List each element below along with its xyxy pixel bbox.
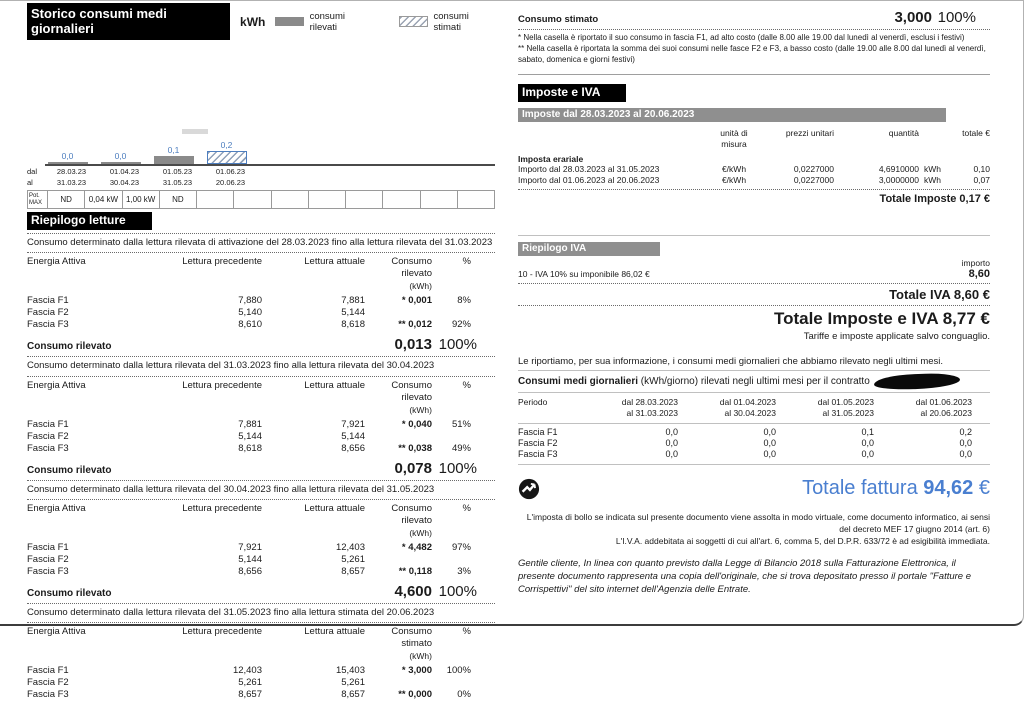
totale-iva: Totale IVA 8,60 € <box>889 287 990 303</box>
divider <box>518 464 990 465</box>
iva-esigibilita-note: L'I.V.A. addebitata ai soggetti di cui all'art. 6, comma 5, del D.P.R. 633/72 è ad esigibilità immediata. <box>615 535 990 546</box>
consumi-title-rest: (kWh/giorno) rilevati negli ultimi mesi per il contratto <box>638 376 870 388</box>
col-cons-label: Consumo rilevato <box>391 256 432 280</box>
totale: 0,07 <box>973 175 990 186</box>
gentile-cliente-note: Gentile cliente, In linea con quanto previsto dalla Legge di Bilancio 2018 sulla Fatturazione Elettronica, il presente documento rappresenta una copia dell'originale, che si trova depositato presso il portale "Fatture e Corrispettivi" del sito internet dell'Agenzia delle Entrate. <box>518 557 972 596</box>
consumo-stimato-row <box>518 9 990 26</box>
divider <box>518 423 990 424</box>
col-curr: Lettura attuale <box>304 379 365 391</box>
lettura-att: 8,656 <box>341 442 365 454</box>
col-prezzi: prezzi unitari <box>785 128 834 139</box>
total-value: 4,600 <box>394 583 432 601</box>
total-pct: 100% <box>438 459 477 477</box>
lettura-att: 8,657 <box>341 689 365 701</box>
col-cons-label: Consumo rilevato <box>391 503 432 527</box>
table-total-row <box>27 460 477 477</box>
col-prev: Lettura precedente <box>182 503 262 515</box>
quantita: 4,6910000 <box>878 164 919 175</box>
totale-fattura-label: Totale fattura <box>802 477 924 500</box>
fascia-label: Fascia F3 <box>27 442 69 454</box>
table-row <box>27 665 477 677</box>
periodo-dal: dal 01.05.2023 <box>817 397 874 408</box>
fascia-label: Fascia F2 <box>27 677 69 689</box>
col-cons <box>365 256 432 292</box>
period-dal: 01.05.23 <box>162 167 193 176</box>
potmax-cell: 0,04 kW <box>84 191 121 208</box>
unita: €/kWh <box>721 175 747 186</box>
legend-stimati <box>399 11 495 33</box>
col-kwh-sub: (kWh) <box>409 404 432 415</box>
table-caption: Consumo determinato dalla lettura rilevata di attivazione del 28.03.2023 fino alla lettura rilevata del 31.03.2023 <box>27 237 493 248</box>
riepilogo-iva-bar: Riepilogo IVA <box>518 242 660 256</box>
pct: 8% <box>457 295 471 307</box>
col-pct: % <box>462 379 471 391</box>
divider <box>27 376 495 377</box>
bar-value: 0,2 <box>220 140 233 150</box>
divider <box>518 283 990 284</box>
spacer <box>518 128 708 150</box>
bar-chart <box>27 40 495 166</box>
col-curr: Lettura attuale <box>304 256 365 268</box>
section-title-storico: Storico consumi medi giornalieri <box>27 3 230 40</box>
periodo-label: Periodo <box>518 397 548 408</box>
consumo <box>365 554 432 566</box>
potmax-cell: 1,00 kW <box>122 191 159 208</box>
periodo-al: al 20.06.2023 <box>920 408 972 419</box>
potmax-label-line2: MAX <box>29 199 43 206</box>
consumo <box>365 431 432 443</box>
fascia-label: Fascia F1 <box>27 542 69 554</box>
fascia-label: Fascia F1 <box>27 295 69 307</box>
divider <box>27 603 495 604</box>
imposta-erariale-label: Imposta erariale <box>518 154 584 165</box>
lettura-att: 5,144 <box>341 430 365 442</box>
fascia-label: Fascia F2 <box>27 307 69 319</box>
potmax-cell <box>196 191 233 208</box>
lettura-prec: 5,261 <box>238 677 262 689</box>
totale-fattura-currency: € <box>973 477 990 500</box>
hatched-swatch-icon <box>399 16 427 27</box>
periodo-col <box>678 397 776 419</box>
totale-imposte: Totale Imposte 0,17 € <box>879 193 990 206</box>
col-prev: Lettura precedente <box>182 626 262 638</box>
fascia-label: Fascia F2 <box>518 438 558 449</box>
divider <box>518 74 990 75</box>
dal-label: dal <box>27 167 38 176</box>
periodo-dal: dal 01.04.2023 <box>719 397 776 408</box>
lettura-att: 7,881 <box>341 295 365 307</box>
col-kwh-sub: (kWh) <box>409 651 432 662</box>
consumi-row <box>518 438 990 449</box>
table-caption: Consumo determinato dalla lettura rilevata del 30.04.2023 fino alla lettura rilevata del 31.05.2023 <box>27 483 435 495</box>
col-energia: Energia Attiva <box>27 379 86 391</box>
prezzo: 0,0227000 <box>793 175 834 186</box>
table-header <box>27 626 477 662</box>
right-column <box>518 9 990 597</box>
pct <box>432 677 477 689</box>
period-al: 20.06.23 <box>215 178 246 187</box>
col-totale: totale € <box>962 128 990 139</box>
importo-label: Importo dal 28.03.2023 al 31.05.2023 <box>518 164 660 175</box>
potmax-cell: ND <box>47 191 84 208</box>
col-unita: unità di misura <box>720 128 748 150</box>
col-prev: Lettura precedente <box>182 256 262 268</box>
potmax-cell <box>420 191 457 208</box>
fascia-label: Fascia F2 <box>27 430 69 442</box>
lettura-prec: 5,140 <box>238 307 262 319</box>
divider <box>27 480 495 481</box>
table-header <box>27 380 477 416</box>
redaction-blob <box>874 373 960 391</box>
valore: 0,0 <box>861 438 874 449</box>
table-total-row <box>27 336 477 353</box>
period-al: 31.05.23 <box>162 178 193 187</box>
quantita-um: kWh <box>924 175 941 186</box>
table-header <box>27 503 477 539</box>
solid-swatch-icon <box>275 17 303 26</box>
consumo-stimato-pct: 100% <box>937 9 976 26</box>
legal-notes <box>518 512 990 548</box>
consumo-stimato-label: Consumo stimato <box>518 14 599 25</box>
pct: 97% <box>451 542 471 554</box>
divider <box>518 392 990 393</box>
fasce-notes <box>518 33 990 65</box>
table-total-row <box>27 583 477 600</box>
periodo-al: al 31.03.2023 <box>626 408 678 419</box>
spacer <box>919 128 947 150</box>
col-energia: Energia Attiva <box>27 626 86 638</box>
bar <box>154 156 194 164</box>
col-kwh-sub: (kWh) <box>409 528 432 539</box>
pct: 49% <box>451 442 471 454</box>
col-curr: Lettura attuale <box>304 626 365 638</box>
lettura-att: 5,261 <box>341 554 365 566</box>
lettura-att: 7,921 <box>341 418 365 430</box>
bar-slot <box>94 151 147 164</box>
lettura-prec: 7,880 <box>238 295 262 307</box>
valore: 0,0 <box>665 438 678 449</box>
pct <box>432 554 477 566</box>
table-row <box>27 319 477 331</box>
valore: 0,0 <box>763 449 776 460</box>
total-label: Consumo rilevato <box>27 341 112 353</box>
col-cons-label: Consumo rilevato <box>391 379 432 403</box>
fascia-label: Fascia F3 <box>27 566 69 578</box>
table-rows <box>27 419 495 455</box>
period-al-row <box>27 178 495 188</box>
lettura-att: 15,403 <box>335 665 365 677</box>
totale-fattura <box>540 477 990 500</box>
lettura-prec: 7,921 <box>238 542 262 554</box>
totale-imposte-e-iva: Totale Imposte e IVA 8,77 € <box>773 309 990 329</box>
consumo: * 4,482 <box>401 542 432 554</box>
bar-value: 0,1 <box>167 145 180 155</box>
fascia-label: Fascia F1 <box>27 418 69 430</box>
consumi-row <box>518 449 990 460</box>
potmax-table <box>27 190 495 209</box>
trend-circle-icon <box>518 478 540 500</box>
divider <box>518 189 990 190</box>
periodo-al: al 31.05.2023 <box>822 408 874 419</box>
valore: 0,0 <box>665 449 678 460</box>
lettura-prec: 12,403 <box>232 665 262 677</box>
chart-header-row <box>27 3 495 40</box>
note-f1: * Nella casella è riportato il suo consumo in fascia F1, ad alto costo (dalle 8.00 alle 19.00 dal lunedì al venerdì, esclusi i festivi) <box>518 33 965 42</box>
col-kwh-sub: (kWh) <box>409 281 432 292</box>
total-pct: 100% <box>438 583 477 601</box>
pct <box>432 307 477 319</box>
conguaglio-note: Tariffe e imposte applicate salvo conguaglio. <box>803 331 990 343</box>
consumo: ** 0,012 <box>398 319 432 331</box>
bar-slot <box>147 145 200 164</box>
bar-slot <box>41 151 94 164</box>
lettura-prec: 8,618 <box>238 442 262 454</box>
x-axis <box>45 164 495 166</box>
valore: 0,0 <box>763 438 776 449</box>
section-title-imposte-iva: Imposte e IVA <box>518 84 626 102</box>
lettura-prec: 5,144 <box>238 430 262 442</box>
potmax-cell: ND <box>159 191 196 208</box>
period-dal: 01.04.23 <box>109 167 140 176</box>
col-pct: % <box>462 256 471 268</box>
table-row <box>27 431 477 443</box>
imposte-subtitle-bar: Imposte dal 28.03.2023 al 20.06.2023 <box>518 108 946 122</box>
lettura-att: 5,144 <box>341 307 365 319</box>
potmax-cell <box>233 191 270 208</box>
period-al: 31.03.23 <box>56 178 87 187</box>
bar-value: 0,0 <box>61 151 74 161</box>
valore: 0,0 <box>763 427 776 438</box>
pct: 100% <box>446 665 471 677</box>
legend-rilevati-label: consumi rilevati <box>309 10 345 33</box>
periodo-dal: dal 01.06.2023 <box>915 397 972 408</box>
fascia-label: Fascia F3 <box>27 689 69 701</box>
imposte-row <box>518 164 990 175</box>
imposte-row <box>518 175 990 186</box>
lettura-att: 8,657 <box>341 566 365 578</box>
period-dal: 28.03.23 <box>56 167 87 176</box>
consumo: ** 0,000 <box>398 689 432 701</box>
divider <box>518 370 990 371</box>
iva-row <box>518 268 990 280</box>
potmax-cell <box>271 191 308 208</box>
quantita-um: kWh <box>924 164 941 175</box>
totale: 0,10 <box>973 164 990 175</box>
consumi-intro: Le riportiamo, per sua informazione, i consumi medi giornalieri che abbiamo rilevato negli ultimi mesi. <box>518 356 944 368</box>
consumo: * 0,040 <box>401 418 432 430</box>
bar-value: 0,0 <box>114 151 127 161</box>
totale-fattura-amount: 94,62 <box>923 477 974 500</box>
table-row <box>27 689 477 701</box>
periodo-col <box>874 397 972 419</box>
consumo: * 0,001 <box>401 295 432 307</box>
consumo: * 3,000 <box>401 665 432 677</box>
table-header <box>27 256 477 292</box>
total-value: 0,013 <box>394 336 432 354</box>
table-rows <box>27 542 495 578</box>
col-quantita: quantità <box>888 128 919 139</box>
col-pct: % <box>462 503 471 515</box>
valore: 0,0 <box>861 449 874 460</box>
lettura-prec: 5,144 <box>238 554 262 566</box>
periodo-col <box>776 397 874 419</box>
unita: €/kWh <box>721 164 747 175</box>
lettura-prec: 8,610 <box>238 319 262 331</box>
period-al: 30.04.23 <box>109 178 140 187</box>
totale-fattura-row <box>518 477 990 500</box>
lettura-att: 5,261 <box>341 677 365 689</box>
lettura-prec: 8,656 <box>238 566 262 578</box>
note-f2-f3: ** Nella casella è riportata la somma dei suoi consumi nelle fasce F2 e F3, a basso costo (dalle 19.00 alle 8.00 dal lunedì al venerdì, sabato, domenica e giorni festivi) <box>518 44 986 64</box>
section-title-riepilogo-letture: Riepilogo letture <box>27 212 152 230</box>
iva-row-label: 10 - IVA 10% su imponibile 86,02 € <box>518 269 650 280</box>
consumo-stimato-value: 3,000 <box>894 9 932 26</box>
total-label: Consumo rilevato <box>27 588 112 600</box>
period-dal: 01.06.23 <box>215 167 246 176</box>
consumo <box>365 677 432 689</box>
table-row <box>27 419 477 431</box>
table-row <box>27 554 477 566</box>
bollo-note: L'imposta di bollo se indicata sul presente documento viene assolta in modo virtuale, come documento informatico, ai sensi del decreto MEF 17 giugno 2014 (art. 6) <box>526 512 990 535</box>
table-caption: Consumo determinato dalla lettura rilevata del 31.05.2023 fino alla lettura stimata del 20.06.2023 <box>27 607 435 619</box>
valore: 0,2 <box>959 427 972 438</box>
fascia-label: Fascia F1 <box>27 665 69 677</box>
pct: 0% <box>457 689 471 701</box>
divider <box>27 622 495 623</box>
consumo: ** 0,118 <box>398 566 432 578</box>
col-energia: Energia Attiva <box>27 503 86 515</box>
divider <box>518 29 990 30</box>
left-column <box>27 3 495 701</box>
periodo-col <box>580 397 678 419</box>
valore: 0,1 <box>861 427 874 438</box>
lettura-prec: 8,657 <box>238 689 262 701</box>
col-cons <box>365 503 432 539</box>
potmax-label <box>28 191 47 208</box>
total-value: 0,078 <box>394 459 432 477</box>
potmax-cell <box>308 191 345 208</box>
importo-label: Importo dal 01.06.2023 al 20.06.2023 <box>518 175 660 186</box>
imposte-header <box>518 128 990 150</box>
legend-rilevati <box>275 11 371 33</box>
scan-artifact <box>182 129 208 134</box>
period-dal-row <box>27 167 495 177</box>
periodo-dal: dal 28.03.2023 <box>621 397 678 408</box>
col-cons <box>365 380 432 416</box>
valore: 0,0 <box>959 438 972 449</box>
valore: 0,0 <box>665 427 678 438</box>
pct <box>432 431 477 443</box>
col-cons-label: Consumo stimato <box>391 626 432 650</box>
lettura-prec: 7,881 <box>238 418 262 430</box>
bar-estimated <box>207 151 247 164</box>
divider <box>518 235 990 236</box>
potmax-cell <box>457 191 494 208</box>
table-row <box>27 542 477 554</box>
consumo <box>365 307 432 319</box>
lettura-att: 12,403 <box>335 542 365 554</box>
col-cons <box>365 626 432 662</box>
potmax-cell <box>382 191 419 208</box>
fascia-label: Fascia F1 <box>518 427 558 438</box>
al-label: al <box>27 178 33 187</box>
table-row <box>27 307 477 319</box>
pct: 51% <box>451 418 471 430</box>
consumi-row <box>518 427 990 438</box>
legend-stimati-label: consumi stimati <box>433 10 469 33</box>
fascia-label: Fascia F3 <box>27 319 69 331</box>
pct: 3% <box>457 566 471 578</box>
periodo-header <box>518 397 990 419</box>
fascia-label: Fascia F3 <box>518 449 558 460</box>
table-row <box>27 443 477 455</box>
bar-slot <box>200 140 253 164</box>
table-row <box>27 566 477 578</box>
total-pct: 100% <box>438 336 477 354</box>
iva-row-value: 8,60 <box>968 268 990 281</box>
table-row <box>27 677 477 689</box>
divider <box>518 305 990 306</box>
divider <box>27 356 495 357</box>
quantita: 3,0000000 <box>878 175 919 186</box>
periodo-al: al 30.04.2023 <box>724 408 776 419</box>
col-prev: Lettura precedente <box>182 379 262 391</box>
fascia-label: Fascia F2 <box>27 554 69 566</box>
importo-header: importo <box>961 258 990 269</box>
divider <box>27 252 495 253</box>
lettura-att: 8,618 <box>341 319 365 331</box>
valore: 0,0 <box>959 449 972 460</box>
prezzo: 0,0227000 <box>793 164 834 175</box>
table-rows <box>27 665 495 701</box>
col-pct: % <box>462 626 471 638</box>
pct: 92% <box>451 319 471 331</box>
potmax-cell <box>345 191 382 208</box>
divider <box>27 499 495 500</box>
divider <box>27 233 495 234</box>
total-label: Consumo rilevato <box>27 464 112 476</box>
chart-unit-label: kWh <box>240 14 266 29</box>
table-caption: Consumo determinato dalla lettura rilevata del 31.03.2023 fino alla lettura rilevata del 30.04.2023 <box>27 360 435 372</box>
potmax-label-line1: Pot. <box>29 193 40 199</box>
consumi-title-bold: Consumi medi giornalieri <box>518 376 639 388</box>
consumo: ** 0,038 <box>398 442 432 454</box>
col-energia: Energia Attiva <box>27 256 86 268</box>
table-row <box>27 295 477 307</box>
table-rows <box>27 295 495 331</box>
consumi-title <box>518 374 990 389</box>
col-curr: Lettura attuale <box>304 503 365 515</box>
